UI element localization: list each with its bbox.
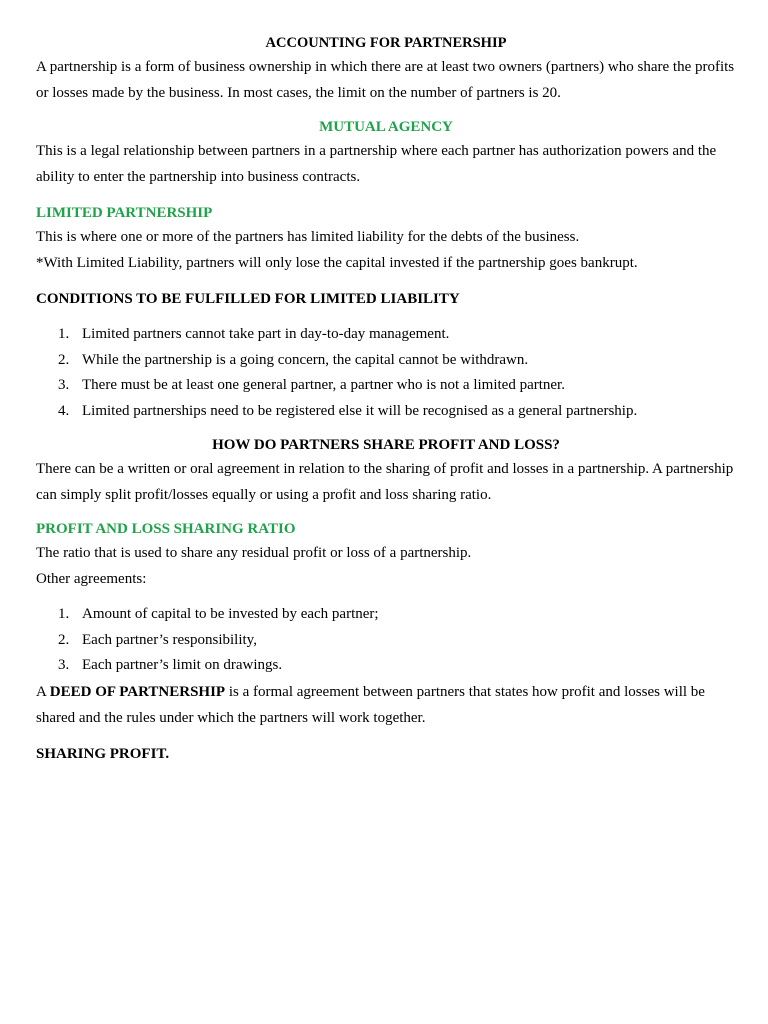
list-item: [58, 628, 736, 654]
deed-text: is a formal agreement between partners that states how profit and losses will be shared and the rules under which the partners will work together.: [36, 683, 705, 726]
list-item-text: Each partner’s responsibility,: [82, 631, 257, 648]
deed-paragraph: [36, 679, 736, 731]
mutual-agency-heading: MUTUAL AGENCY: [319, 119, 453, 135]
list-number: 1.: [58, 606, 70, 622]
list-item: [58, 322, 736, 348]
deed-prefix: A: [36, 683, 50, 700]
limited-partnership-paragraph: This is where one or more of the partners has limited liability for the debts of the business.: [36, 229, 580, 245]
deed-term: DEED OF PARTNERSHIP: [49, 683, 226, 700]
conditions-heading: CONDITIONS TO BE FULFILLED FOR LIMITED LIABILITY: [36, 291, 460, 307]
sharing-heading: HOW DO PARTNERS SHARE PROFIT AND LOSS?: [212, 437, 560, 453]
document-page: [36, 32, 736, 765]
list-item-text: Limited partners cannot take part in day-to-day management.: [82, 326, 450, 342]
list-item: [58, 373, 736, 399]
document-title: ACCOUNTING FOR PARTNERSHIP: [265, 35, 507, 51]
limited-liability-note: *With Limited Liability, partners will only lose the capital invested if the partnership goes bankrupt.: [36, 255, 638, 271]
sharing-paragraph: There can be a written or oral agreement in relation to the sharing of profit and losses in a partnership. A partnership can simply split profit/losses equally or using a profit and loss sharing ratio.: [36, 461, 734, 503]
list-number: 2.: [58, 631, 70, 648]
conditions-list: [36, 322, 736, 424]
sharing-profit-heading: SHARING PROFIT.: [36, 745, 170, 762]
list-number: 3.: [58, 657, 70, 673]
list-number: 2.: [58, 351, 70, 368]
list-number: 1.: [58, 326, 70, 342]
limited-partnership-heading: LIMITED PARTNERSHIP: [36, 205, 213, 221]
mutual-agency-paragraph: This is a legal relationship between partners in a partnership where each partner has authorization powers and the ability to enter the partnership into business contracts.: [36, 143, 717, 185]
other-agreements-label: Other agreements:: [36, 571, 147, 587]
intro-paragraph: A partnership is a form of business ownership in which there are at least two owners (partners) who share the profits or losses made by the business. In most cases, the limit on the number of partners is 20.: [36, 59, 735, 101]
list-item: [58, 348, 736, 374]
ratio-paragraph: The ratio that is used to share any residual profit or loss of a partnership.: [36, 545, 472, 561]
ratio-heading: PROFIT AND LOSS SHARING RATIO: [36, 521, 296, 537]
list-number: 3.: [58, 377, 70, 393]
list-item-text: Limited partnerships need to be registered else it will be recognised as a general partnership.: [82, 402, 638, 419]
list-item-text: Each partner’s limit on drawings.: [82, 657, 283, 673]
list-item-text: While the partnership is a going concern, the capital cannot be withdrawn.: [82, 351, 529, 368]
list-item-text: Amount of capital to be invested by each partner;: [82, 606, 379, 622]
list-item: [58, 399, 736, 425]
list-item-text: There must be at least one general partner, a partner who is not a limited partner.: [82, 377, 565, 393]
list-item: [58, 653, 736, 679]
list-item: [58, 602, 736, 628]
other-agreements-list: [36, 602, 736, 679]
list-number: 4.: [58, 402, 70, 419]
